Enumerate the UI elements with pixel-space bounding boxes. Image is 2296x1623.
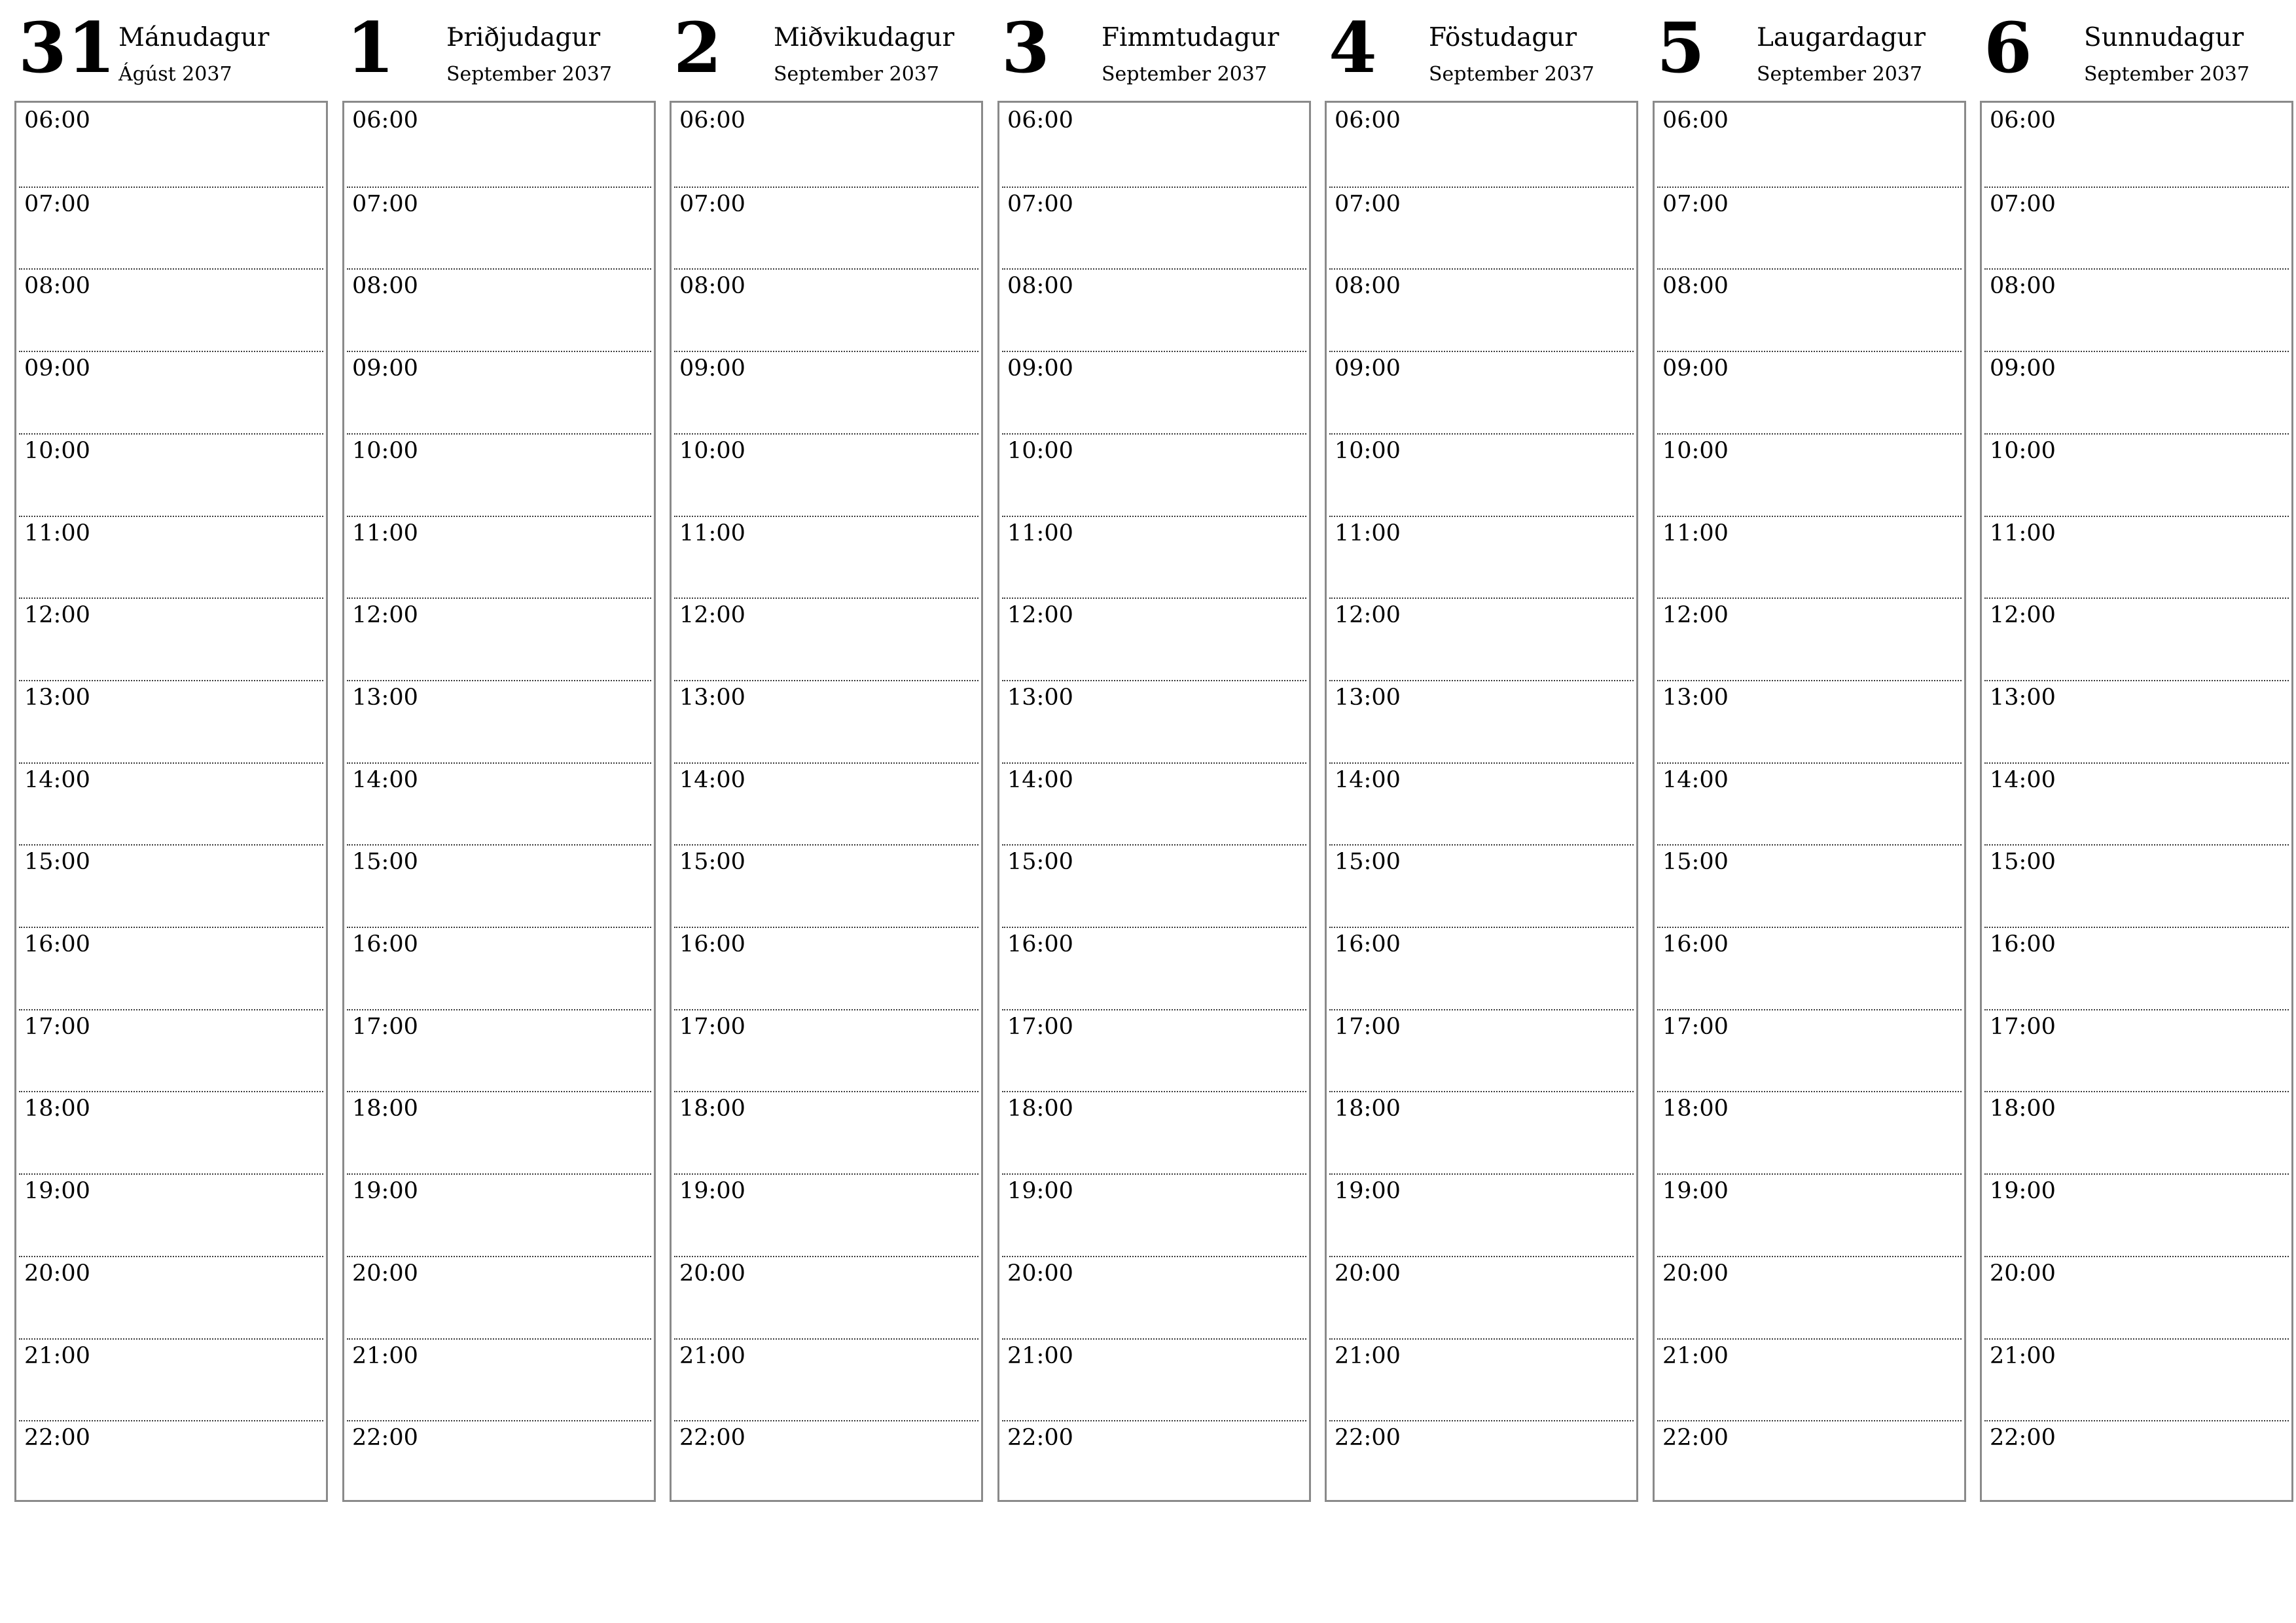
- day-column: [997, 0, 1311, 1505]
- hour-slot[interactable]: [674, 433, 978, 516]
- hour-slot[interactable]: [674, 1420, 978, 1503]
- hour-slot[interactable]: [1002, 1009, 1306, 1092]
- hour-slot[interactable]: [1002, 762, 1306, 845]
- month-year-label: September 2037: [1757, 63, 1922, 86]
- hour-label: 17:00: [1662, 1014, 1729, 1040]
- month-year-label: September 2037: [446, 63, 612, 86]
- hour-slot[interactable]: [1657, 927, 1962, 1009]
- hour-slot[interactable]: [19, 1256, 323, 1338]
- hour-slot[interactable]: [1329, 1091, 1634, 1173]
- hour-label: 08:00: [679, 273, 745, 299]
- day-number: 5: [1657, 7, 1706, 88]
- hour-slot[interactable]: [1329, 433, 1634, 516]
- hour-slot[interactable]: [1657, 1420, 1962, 1503]
- hour-label: 20:00: [24, 1260, 90, 1287]
- hour-slot[interactable]: [19, 762, 323, 845]
- hour-label: 18:00: [1007, 1096, 1073, 1122]
- hour-label: 07:00: [679, 191, 745, 217]
- day-name: Sunnudagur: [2084, 23, 2244, 52]
- hour-slot[interactable]: [1657, 433, 1962, 516]
- hour-slot[interactable]: [347, 844, 651, 927]
- hour-slot[interactable]: [347, 762, 651, 845]
- hour-label: 10:00: [1662, 438, 1729, 464]
- hour-label: 20:00: [1007, 1260, 1073, 1287]
- hour-label: 13:00: [352, 685, 418, 711]
- hour-label: 11:00: [679, 520, 745, 546]
- hour-label: 22:00: [1007, 1425, 1073, 1451]
- hour-label: 17:00: [352, 1014, 418, 1040]
- hour-slot[interactable]: [1657, 762, 1962, 845]
- hour-label: 17:00: [679, 1014, 745, 1040]
- hour-label: 19:00: [679, 1178, 745, 1204]
- hour-slot[interactable]: [1329, 927, 1634, 1009]
- day-column: [1325, 0, 1638, 1505]
- hour-label: 21:00: [1990, 1343, 2056, 1369]
- hour-label: 15:00: [1007, 849, 1073, 875]
- hour-label: 16:00: [24, 931, 90, 957]
- hour-label: 06:00: [1335, 107, 1401, 134]
- hour-label: 08:00: [352, 273, 418, 299]
- hour-slot[interactable]: [347, 351, 651, 433]
- hour-slot[interactable]: [674, 927, 978, 1009]
- day-number: 4: [1329, 7, 1378, 88]
- hour-slot[interactable]: [347, 927, 651, 1009]
- hour-label: 18:00: [1335, 1096, 1401, 1122]
- hour-slot[interactable]: [1984, 1091, 2289, 1173]
- hour-slot[interactable]: [1002, 104, 1306, 187]
- hour-label: 14:00: [679, 767, 745, 793]
- hour-label: 15:00: [24, 849, 90, 875]
- hour-slot[interactable]: [674, 268, 978, 351]
- hour-slot[interactable]: [1002, 187, 1306, 269]
- hour-slot[interactable]: [347, 1256, 651, 1338]
- hour-slot[interactable]: [1984, 516, 2289, 598]
- hour-label: 08:00: [24, 273, 90, 299]
- hour-slot[interactable]: [347, 1091, 651, 1173]
- hour-slot[interactable]: [674, 1256, 978, 1338]
- hour-slot[interactable]: [1984, 187, 2289, 269]
- hour-label: 13:00: [1990, 685, 2056, 711]
- hour-label: 11:00: [1990, 520, 2056, 546]
- hour-label: 09:00: [1990, 355, 2056, 382]
- hour-slot[interactable]: [1002, 1420, 1306, 1503]
- day-name: Laugardagur: [1757, 23, 1926, 52]
- hour-label: 09:00: [352, 355, 418, 382]
- hour-slot[interactable]: [1657, 1091, 1962, 1173]
- hour-label: 16:00: [1007, 931, 1073, 957]
- hour-slot[interactable]: [1657, 680, 1962, 762]
- month-year-label: Ágúst 2037: [118, 63, 232, 86]
- hour-slot[interactable]: [1984, 1256, 2289, 1338]
- hour-slot[interactable]: [1002, 844, 1306, 927]
- hour-label: 22:00: [1335, 1425, 1401, 1451]
- hour-label: 16:00: [1662, 931, 1729, 957]
- hour-slot[interactable]: [347, 1173, 651, 1256]
- day-header: [997, 0, 1311, 101]
- hour-label: 06:00: [352, 107, 418, 134]
- hour-label: 08:00: [1007, 273, 1073, 299]
- hour-slot[interactable]: [19, 187, 323, 269]
- month-year-label: September 2037: [1102, 63, 1267, 86]
- day-name: Þriðjudagur: [446, 23, 601, 52]
- day-header: [670, 0, 983, 101]
- hour-slot[interactable]: [347, 1338, 651, 1421]
- hour-slot[interactable]: [19, 1009, 323, 1092]
- hour-slot[interactable]: [674, 1009, 978, 1092]
- hour-slot[interactable]: [19, 844, 323, 927]
- day-header: [1980, 0, 2293, 101]
- month-year-label: September 2037: [1429, 63, 1594, 86]
- hour-label: 20:00: [352, 1260, 418, 1287]
- hour-label: 09:00: [1007, 355, 1073, 382]
- hour-label: 18:00: [352, 1096, 418, 1122]
- hour-slot[interactable]: [19, 1173, 323, 1256]
- day-number: 2: [673, 7, 723, 88]
- hour-label: 10:00: [352, 438, 418, 464]
- hour-slot[interactable]: [1002, 597, 1306, 680]
- hour-label: 18:00: [679, 1096, 745, 1122]
- hour-label: 06:00: [1662, 107, 1729, 134]
- hour-slot[interactable]: [1002, 1173, 1306, 1256]
- hour-slot[interactable]: [1002, 433, 1306, 516]
- hour-slot[interactable]: [19, 104, 323, 187]
- hour-slot[interactable]: [1329, 844, 1634, 927]
- hour-label: 16:00: [1335, 931, 1401, 957]
- hour-slot[interactable]: [1984, 433, 2289, 516]
- hour-slot[interactable]: [1984, 844, 2289, 927]
- hour-label: 09:00: [1662, 355, 1729, 382]
- hour-label: 11:00: [1662, 520, 1729, 546]
- hour-slot[interactable]: [1657, 516, 1962, 598]
- hour-label: 22:00: [352, 1425, 418, 1451]
- day-schedule-box: [997, 101, 1311, 1502]
- hour-label: 21:00: [24, 1343, 90, 1369]
- day-name: Mánudagur: [118, 23, 270, 52]
- hour-label: 14:00: [1007, 767, 1073, 793]
- hour-slot[interactable]: [1329, 187, 1634, 269]
- hour-label: 12:00: [679, 602, 745, 628]
- day-column: [14, 0, 328, 1505]
- hour-label: 20:00: [1335, 1260, 1401, 1287]
- hour-label: 17:00: [1007, 1014, 1073, 1040]
- hour-slot[interactable]: [1002, 1338, 1306, 1421]
- hour-label: 20:00: [1662, 1260, 1729, 1287]
- day-header: [342, 0, 656, 101]
- hour-label: 13:00: [24, 685, 90, 711]
- hour-slot[interactable]: [1002, 680, 1306, 762]
- hour-slot[interactable]: [19, 927, 323, 1009]
- hour-slot[interactable]: [674, 104, 978, 187]
- hour-label: 21:00: [352, 1343, 418, 1369]
- hour-slot[interactable]: [1329, 1256, 1634, 1338]
- hour-label: 12:00: [1335, 602, 1401, 628]
- hour-slot[interactable]: [19, 1091, 323, 1173]
- hour-label: 19:00: [1007, 1178, 1073, 1204]
- hour-slot[interactable]: [1984, 1420, 2289, 1503]
- hour-slot[interactable]: [1002, 268, 1306, 351]
- hour-slot[interactable]: [19, 1420, 323, 1503]
- hour-label: 18:00: [24, 1096, 90, 1122]
- hour-label: 07:00: [352, 191, 418, 217]
- hour-slot[interactable]: [1002, 351, 1306, 433]
- hour-label: 08:00: [1662, 273, 1729, 299]
- hour-slot[interactable]: [1984, 762, 2289, 845]
- hour-slot[interactable]: [1984, 1338, 2289, 1421]
- hour-slot[interactable]: [19, 597, 323, 680]
- hour-label: 06:00: [679, 107, 745, 134]
- hour-label: 08:00: [1990, 273, 2056, 299]
- hour-slot[interactable]: [674, 680, 978, 762]
- hour-slot[interactable]: [1329, 104, 1634, 187]
- hour-label: 22:00: [24, 1425, 90, 1451]
- hour-label: 07:00: [1335, 191, 1401, 217]
- day-schedule-box: [1325, 101, 1638, 1502]
- hour-slot[interactable]: [1329, 516, 1634, 598]
- hour-label: 14:00: [1990, 767, 2056, 793]
- hour-slot[interactable]: [1984, 927, 2289, 1009]
- hour-label: 12:00: [1990, 602, 2056, 628]
- day-header: [1653, 0, 1966, 101]
- hour-slot[interactable]: [19, 351, 323, 433]
- hour-slot[interactable]: [347, 104, 651, 187]
- hour-slot[interactable]: [347, 516, 651, 598]
- hour-slot[interactable]: [1984, 597, 2289, 680]
- hour-slot[interactable]: [674, 1091, 978, 1173]
- hour-label: 13:00: [679, 685, 745, 711]
- hour-slot[interactable]: [1657, 268, 1962, 351]
- month-year-label: September 2037: [2084, 63, 2250, 86]
- hour-slot[interactable]: [347, 268, 651, 351]
- hour-label: 22:00: [1662, 1425, 1729, 1451]
- hour-slot[interactable]: [1657, 597, 1962, 680]
- hour-label: 12:00: [352, 602, 418, 628]
- hour-label: 15:00: [679, 849, 745, 875]
- day-header: [14, 0, 328, 101]
- hour-slot[interactable]: [1002, 927, 1306, 1009]
- hour-label: 08:00: [1335, 273, 1401, 299]
- hour-label: 22:00: [1990, 1425, 2056, 1451]
- hour-label: 11:00: [352, 520, 418, 546]
- hour-slot[interactable]: [674, 187, 978, 269]
- hour-label: 13:00: [1007, 685, 1073, 711]
- hour-label: 16:00: [1990, 931, 2056, 957]
- hour-label: 15:00: [352, 849, 418, 875]
- hour-label: 18:00: [1662, 1096, 1729, 1122]
- hour-label: 15:00: [1662, 849, 1729, 875]
- hour-slot[interactable]: [347, 433, 651, 516]
- day-number: 3: [1001, 7, 1050, 88]
- hour-slot[interactable]: [1002, 1091, 1306, 1173]
- day-column: [670, 0, 983, 1505]
- hour-label: 18:00: [1990, 1096, 2056, 1122]
- hour-label: 17:00: [1990, 1014, 2056, 1040]
- hour-label: 17:00: [1335, 1014, 1401, 1040]
- hour-label: 19:00: [24, 1178, 90, 1204]
- hour-label: 21:00: [679, 1343, 745, 1369]
- hour-label: 07:00: [1990, 191, 2056, 217]
- hour-slot[interactable]: [1329, 1173, 1634, 1256]
- day-schedule-box: [342, 101, 656, 1502]
- hour-slot[interactable]: [19, 1338, 323, 1421]
- hour-slot[interactable]: [1329, 1009, 1634, 1092]
- hour-slot[interactable]: [1329, 1420, 1634, 1503]
- hour-label: 16:00: [352, 931, 418, 957]
- hour-label: 10:00: [1990, 438, 2056, 464]
- hour-label: 19:00: [1335, 1178, 1401, 1204]
- hour-label: 10:00: [679, 438, 745, 464]
- hour-slot[interactable]: [1984, 1173, 2289, 1256]
- hour-slot[interactable]: [1657, 1338, 1962, 1421]
- hour-slot[interactable]: [674, 1173, 978, 1256]
- hour-slot[interactable]: [674, 1338, 978, 1421]
- hour-label: 20:00: [679, 1260, 745, 1287]
- day-number: 1: [346, 7, 395, 88]
- day-column: [342, 0, 656, 1505]
- day-name: Miðvikudagur: [774, 23, 955, 52]
- hour-label: 09:00: [679, 355, 745, 382]
- hour-slot[interactable]: [1002, 516, 1306, 598]
- hour-slot[interactable]: [1329, 268, 1634, 351]
- hour-slot[interactable]: [674, 351, 978, 433]
- hour-label: 07:00: [1007, 191, 1073, 217]
- hour-label: 10:00: [1007, 438, 1073, 464]
- hour-label: 13:00: [1335, 685, 1401, 711]
- hour-label: 09:00: [24, 355, 90, 382]
- day-schedule-box: [14, 101, 328, 1502]
- hour-label: 19:00: [352, 1178, 418, 1204]
- hour-slot[interactable]: [19, 433, 323, 516]
- day-name: Föstudagur: [1429, 23, 1577, 52]
- hour-label: 21:00: [1007, 1343, 1073, 1369]
- hour-label: 21:00: [1662, 1343, 1729, 1369]
- hour-label: 14:00: [24, 767, 90, 793]
- hour-label: 12:00: [1662, 602, 1729, 628]
- hour-slot[interactable]: [347, 680, 651, 762]
- hour-slot[interactable]: [347, 1009, 651, 1092]
- hour-label: 19:00: [1990, 1178, 2056, 1204]
- hour-slot[interactable]: [674, 516, 978, 598]
- day-column: [1653, 0, 1966, 1505]
- hour-slot[interactable]: [1657, 1256, 1962, 1338]
- day-number: 31: [18, 7, 117, 88]
- day-name: Fimmtudagur: [1102, 23, 1280, 52]
- hour-slot[interactable]: [1657, 844, 1962, 927]
- hour-label: 11:00: [24, 520, 90, 546]
- day-column: [1980, 0, 2293, 1505]
- hour-slot[interactable]: [19, 680, 323, 762]
- hour-slot[interactable]: [1984, 680, 2289, 762]
- hour-slot[interactable]: [674, 844, 978, 927]
- hour-slot[interactable]: [347, 597, 651, 680]
- day-schedule-box: [1980, 101, 2293, 1502]
- hour-label: 22:00: [679, 1425, 745, 1451]
- hour-label: 12:00: [1007, 602, 1073, 628]
- hour-label: 19:00: [1662, 1178, 1729, 1204]
- hour-label: 16:00: [679, 931, 745, 957]
- hour-label: 06:00: [24, 107, 90, 134]
- hour-slot[interactable]: [19, 268, 323, 351]
- hour-label: 11:00: [1007, 520, 1073, 546]
- hour-slot[interactable]: [1984, 268, 2289, 351]
- hour-slot[interactable]: [19, 516, 323, 598]
- hour-label: 10:00: [1335, 438, 1401, 464]
- hour-label: 13:00: [1662, 685, 1729, 711]
- hour-slot[interactable]: [1329, 351, 1634, 433]
- hour-slot[interactable]: [1657, 104, 1962, 187]
- hour-slot[interactable]: [1329, 1338, 1634, 1421]
- hour-label: 12:00: [24, 602, 90, 628]
- hour-label: 21:00: [1335, 1343, 1401, 1369]
- hour-slot[interactable]: [1984, 1009, 2289, 1092]
- hour-label: 15:00: [1335, 849, 1401, 875]
- hour-slot[interactable]: [1657, 351, 1962, 433]
- hour-slot[interactable]: [1657, 1009, 1962, 1092]
- hour-slot[interactable]: [1002, 1256, 1306, 1338]
- hour-label: 20:00: [1990, 1260, 2056, 1287]
- hour-slot[interactable]: [1657, 187, 1962, 269]
- day-schedule-box: [1653, 101, 1966, 1502]
- hour-label: 10:00: [24, 438, 90, 464]
- hour-slot[interactable]: [1329, 597, 1634, 680]
- hour-label: 06:00: [1007, 107, 1073, 134]
- hour-label: 15:00: [1990, 849, 2056, 875]
- hour-slot[interactable]: [1984, 104, 2289, 187]
- hour-label: 17:00: [24, 1014, 90, 1040]
- hour-slot[interactable]: [1657, 1173, 1962, 1256]
- hour-slot[interactable]: [347, 1420, 651, 1503]
- hour-label: 14:00: [1335, 767, 1401, 793]
- hour-label: 14:00: [352, 767, 418, 793]
- hour-label: 07:00: [24, 191, 90, 217]
- day-header: [1325, 0, 1638, 101]
- hour-label: 11:00: [1335, 520, 1401, 546]
- hour-label: 09:00: [1335, 355, 1401, 382]
- hour-slot[interactable]: [1329, 680, 1634, 762]
- hour-slot[interactable]: [674, 597, 978, 680]
- hour-slot[interactable]: [1984, 351, 2289, 433]
- hour-slot[interactable]: [674, 762, 978, 845]
- hour-slot[interactable]: [347, 187, 651, 269]
- day-number: 6: [1984, 7, 2033, 88]
- hour-label: 07:00: [1662, 191, 1729, 217]
- day-schedule-box: [670, 101, 983, 1502]
- hour-slot[interactable]: [1329, 762, 1634, 845]
- month-year-label: September 2037: [774, 63, 939, 86]
- hour-label: 06:00: [1990, 107, 2056, 134]
- hour-label: 14:00: [1662, 767, 1729, 793]
